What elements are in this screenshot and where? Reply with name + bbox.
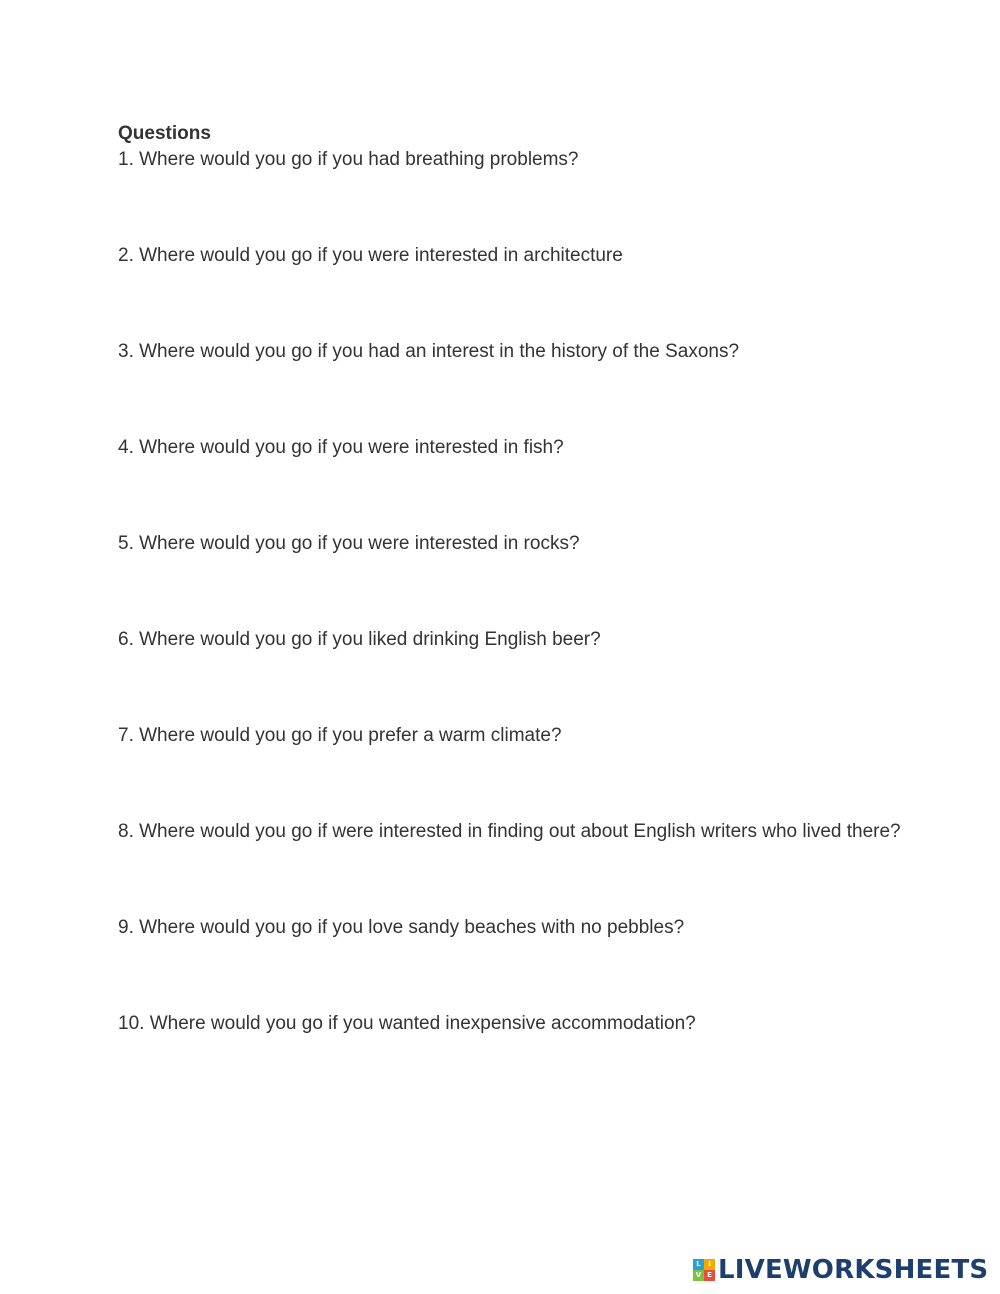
logo-mark-i: I: [704, 1259, 715, 1270]
question-10: 10. Where would you go if you wanted inexpensive accommodation?: [118, 1013, 696, 1034]
question-2: 2. Where would you go if you were interested in architecture: [118, 245, 623, 266]
logo-mark-l: L: [693, 1259, 704, 1270]
question-6: 6. Where would you go if you liked drinking English beer?: [118, 629, 601, 650]
liveworksheets-logo-icon: [693, 1259, 715, 1281]
question-5: 5. Where would you go if you were interested in rocks?: [118, 533, 580, 554]
question-3: 3. Where would you go if you had an interest in the history of the Saxons?: [118, 341, 740, 362]
questions-heading: Questions: [118, 123, 211, 144]
question-7: 7. Where would you go if you prefer a warm climate?: [118, 725, 562, 746]
question-8: 8. Where would you go if were interested in finding out about English writers who lived there?: [118, 821, 901, 842]
liveworksheets-logo: [693, 1256, 988, 1284]
questions-list: [118, 148, 901, 1108]
logo-wordmark: LIVEWORKSHEETS: [718, 1255, 989, 1285]
logo-mark-v: V: [693, 1270, 704, 1281]
logo-mark-e: E: [704, 1270, 715, 1281]
question-4: 4. Where would you go if you were interested in fish?: [118, 437, 564, 458]
question-9: 9. Where would you go if you love sandy beaches with no pebbles?: [118, 917, 685, 938]
question-1: 1. Where would you go if you had breathing problems?: [118, 149, 579, 170]
